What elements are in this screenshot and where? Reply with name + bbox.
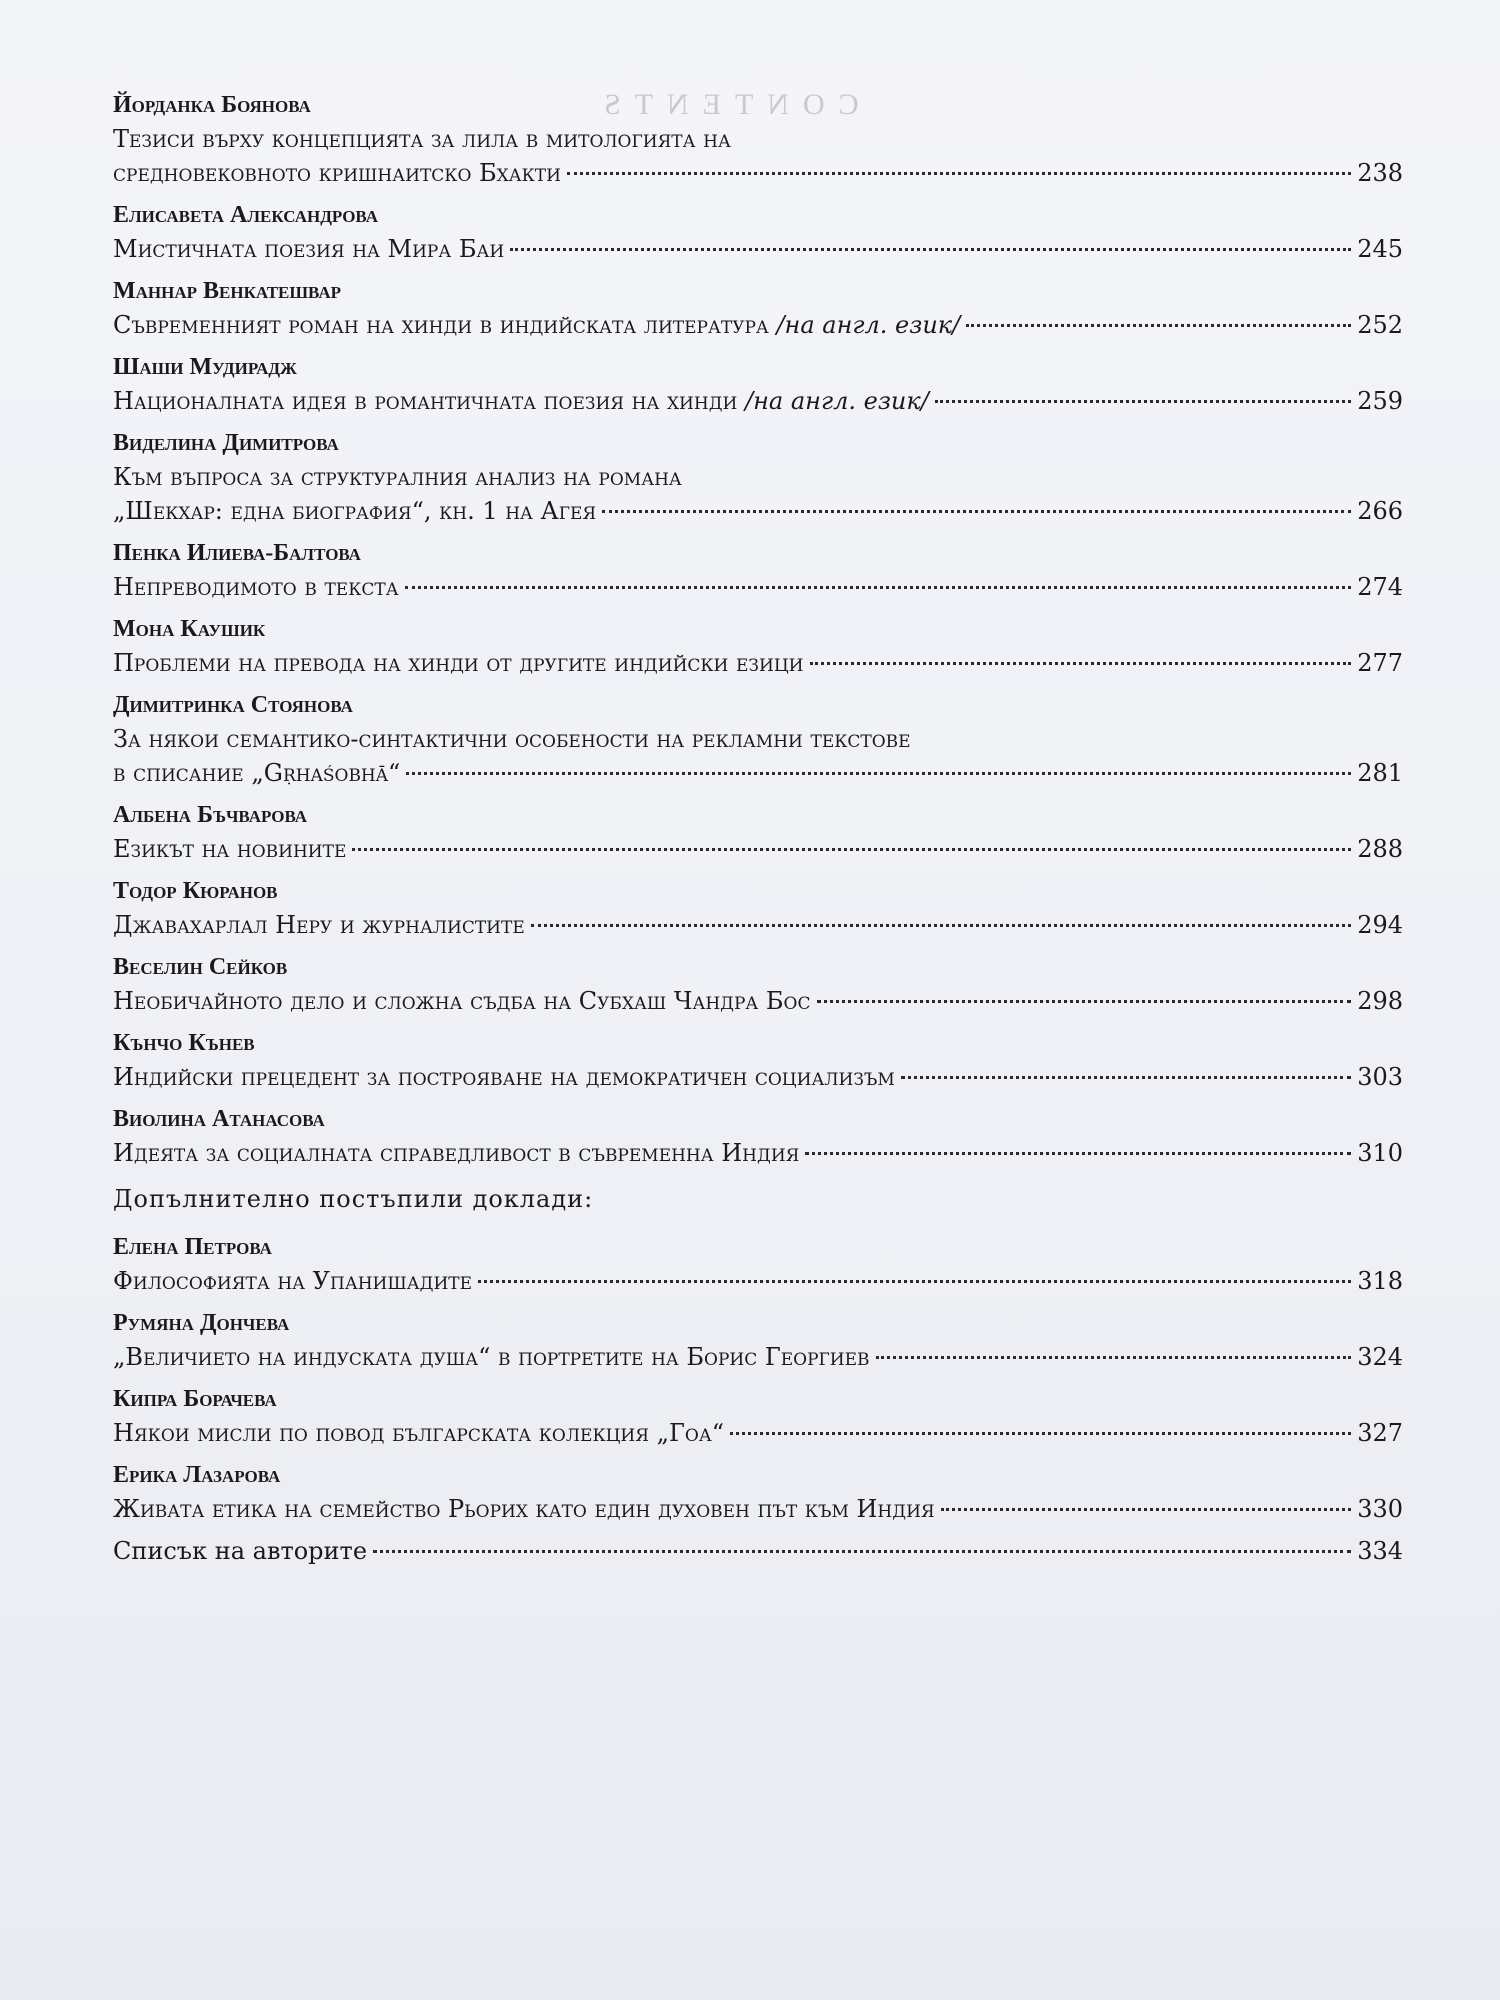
section-heading: Допълнително постъпили доклади: (113, 1185, 594, 1213)
toc-entry (113, 350, 1403, 418)
language-note: /на англ. език/ (776, 311, 961, 339)
entry-title-line: Тезиси върху концепцията за лила в митологията на (113, 125, 731, 153)
entry-title: Мистичната поезия на Мира Баи (113, 235, 505, 263)
toc-entry (113, 1458, 1403, 1526)
toc-entry (113, 1534, 1403, 1568)
entry-title-line: Към въпроса за структуралния анализ на романа (113, 463, 682, 491)
entry-page-number: 252 (1357, 311, 1403, 339)
entry-author: Елена Петрова (113, 1234, 272, 1260)
entry-title: Списък на авторите (113, 1537, 368, 1565)
entry-page-number: 277 (1357, 649, 1403, 677)
dot-leader (406, 772, 1351, 775)
dot-leader (602, 510, 1351, 513)
dot-leader (730, 1432, 1351, 1435)
entry-title-row[interactable] (113, 908, 1403, 942)
entry-page-number: 310 (1357, 1139, 1403, 1167)
entry-title-row[interactable] (113, 984, 1403, 1018)
entry-title: Непреводимото в текста (113, 573, 399, 601)
entry-title: „Величието на индуската душа“ в портретите на Борис Георгиев (113, 1343, 870, 1371)
toc-entry (113, 1102, 1403, 1170)
entry-author: Румяна Дончева (113, 1310, 290, 1336)
entry-page-number: 238 (1357, 159, 1403, 187)
entry-author: Ерика Лазарова (113, 1462, 281, 1488)
entry-author: Кипра Борачева (113, 1386, 277, 1412)
entry-page-number: 330 (1357, 1495, 1403, 1523)
entry-title-row[interactable] (113, 156, 1403, 190)
toc-entry (113, 688, 1403, 790)
toc-entry (113, 1026, 1403, 1094)
toc-entry (113, 950, 1403, 1018)
entry-title: „Шекхар: една биография“, кн. 1 на Агея (113, 497, 597, 525)
entry-title: Живата етика на семейство Рьорих като един духовен път към Индия (113, 1495, 935, 1523)
dot-leader (352, 848, 1351, 851)
dot-leader (935, 400, 1351, 403)
entry-title-row[interactable] (113, 832, 1403, 866)
dot-leader (966, 324, 1351, 327)
toc-entry (113, 1382, 1403, 1450)
entry-title: Съвременният роман на хинди в индийската литература (113, 311, 777, 339)
entry-title-row[interactable] (113, 1416, 1403, 1450)
entry-page-number: 298 (1357, 987, 1403, 1015)
entry-title-row[interactable] (113, 232, 1403, 266)
dot-leader (941, 1508, 1352, 1511)
entry-page-number: 294 (1357, 911, 1403, 939)
entry-page-number: 327 (1357, 1419, 1403, 1447)
entry-title-row[interactable] (113, 570, 1403, 604)
entry-title: Индийски прецедент за построяване на демократичен социализъм (113, 1063, 895, 1091)
entry-title: Някои мисли по повод българската колекция „Гоа“ (113, 1419, 725, 1447)
entry-page-number: 324 (1357, 1343, 1403, 1371)
entry-author: Маннар Венкатешвар (113, 278, 341, 304)
entry-title-row[interactable] (113, 646, 1403, 680)
entry-title: Проблеми на превода на хинди от другите индийски езици (113, 649, 804, 677)
entry-author: Шаши Мудирадж (113, 354, 297, 380)
language-note: /на англ. език/ (745, 387, 929, 415)
dot-leader (531, 924, 1351, 927)
dot-leader (478, 1280, 1351, 1283)
entry-title: в списание „Gṛhaśobhā“ (113, 759, 401, 787)
entry-title: Идеята за социалната справедливост в съвременна Индия (113, 1139, 800, 1167)
dot-leader (405, 586, 1352, 589)
toc-entry (113, 426, 1403, 528)
entry-page-number: 288 (1357, 835, 1403, 863)
entry-author: Димитринка Стоянова (113, 692, 353, 718)
entry-title-row[interactable] (113, 1136, 1403, 1170)
entry-page-number: 334 (1357, 1537, 1403, 1565)
dot-leader (567, 172, 1351, 175)
entry-author: Виделина Димитрова (113, 430, 339, 456)
entry-title-row[interactable] (113, 1534, 1403, 1568)
toc-entry (113, 1306, 1403, 1374)
entry-page-number: 303 (1357, 1063, 1403, 1091)
dot-leader (373, 1550, 1351, 1553)
dot-leader (817, 1000, 1352, 1003)
toc-entry (113, 536, 1403, 604)
toc-entry (113, 1230, 1403, 1298)
entry-page-number: 266 (1357, 497, 1403, 525)
entry-title: средновековното кришнаитско Бхакти (113, 159, 561, 187)
entry-title-row[interactable] (113, 1492, 1403, 1526)
dot-leader (876, 1356, 1352, 1359)
toc-entry (113, 88, 1403, 190)
entry-author: Мона Каушик (113, 616, 266, 642)
entry-page-number: 245 (1357, 235, 1403, 263)
entry-title: Философията на Упанишадите (113, 1267, 473, 1295)
table-of-contents (113, 88, 1403, 1576)
entry-title-row[interactable] (113, 1264, 1403, 1298)
dot-leader (510, 248, 1351, 251)
dot-leader (805, 1152, 1351, 1155)
entry-author: Тодор Кюранов (113, 878, 278, 904)
toc-entry (113, 874, 1403, 942)
entry-title-row[interactable] (113, 756, 1403, 790)
entry-page-number: 259 (1357, 387, 1403, 415)
toc-entry (113, 198, 1403, 266)
entry-title: Националната идея в романтичната поезия на хинди (113, 387, 745, 415)
toc-entry (113, 612, 1403, 680)
toc-entry (113, 274, 1403, 342)
entry-title: Езикът на новините (113, 835, 347, 863)
toc-entry (113, 798, 1403, 866)
entry-author: Кънчо Кънев (113, 1030, 255, 1056)
entry-title-row[interactable] (113, 384, 1403, 418)
entry-author: Албена Бъчварова (113, 802, 308, 828)
dot-leader (901, 1076, 1351, 1079)
entry-author: Елисавета Александрова (113, 202, 378, 228)
entry-author: Пенка Илиева-Балтова (113, 540, 361, 566)
dot-leader (810, 662, 1352, 665)
entry-title-line: За някои семантико-синтактични особености на рекламни текстове (113, 725, 911, 753)
entry-author: Виолина Атанасова (113, 1106, 325, 1132)
entry-title-row[interactable] (113, 1340, 1403, 1374)
entry-title: Джавахарлал Неру и журналистите (113, 911, 525, 939)
entry-page-number: 281 (1357, 759, 1403, 787)
entry-title-row[interactable] (113, 308, 1403, 342)
entry-title-row[interactable] (113, 494, 1403, 528)
entry-title-row[interactable] (113, 1060, 1403, 1094)
entry-author: Веселин Сейков (113, 954, 288, 980)
entry-page-number: 274 (1357, 573, 1403, 601)
entry-page-number: 318 (1357, 1267, 1403, 1295)
entry-title: Необичайното дело и сложна съдба на Субхаш Чандра Бос (113, 987, 811, 1015)
entry-author: Йорданка Боянова (113, 92, 311, 118)
bleed-through-header: CONTENTS (590, 88, 859, 121)
